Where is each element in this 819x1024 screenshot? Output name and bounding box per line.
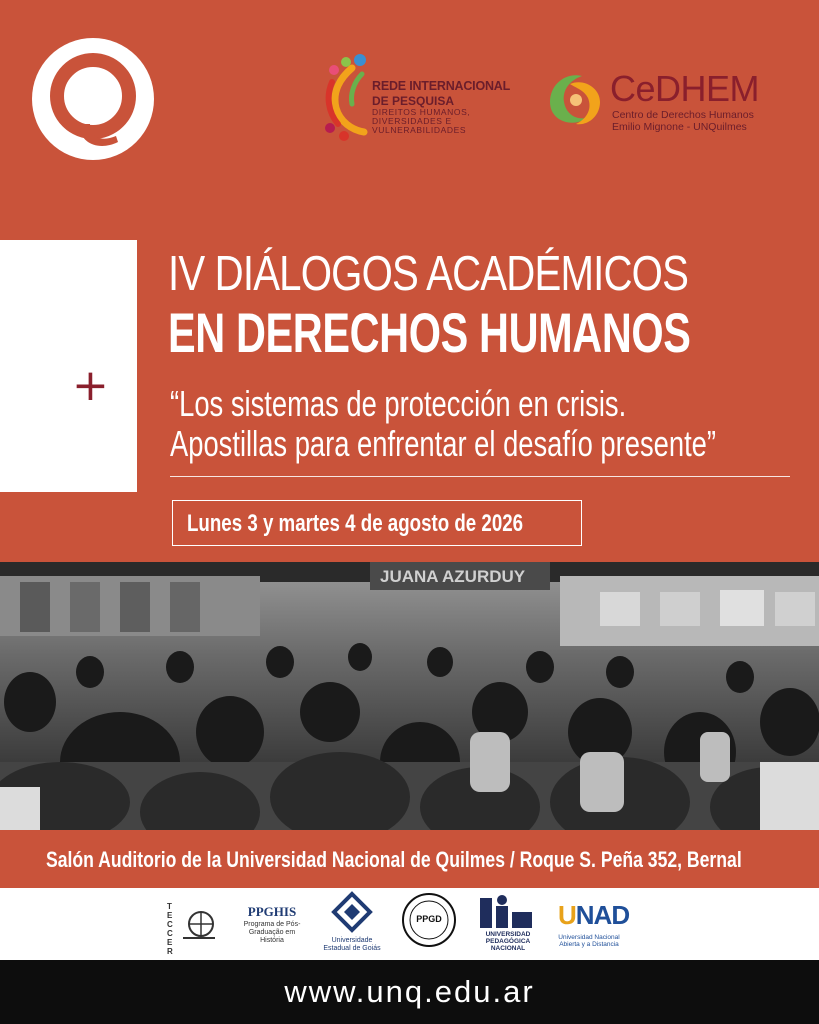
divider: [170, 476, 790, 477]
rede-title-line1: REDE INTERNACIONAL: [372, 79, 511, 93]
teccer-label: TECCER: [167, 902, 173, 956]
cedhem-subtitle-line1: Centro de Derechos Humanos: [612, 109, 754, 121]
event-title-line1: IV DIÁLOGOS ACADÉMICOS: [168, 247, 689, 301]
unad-u: U: [558, 900, 576, 930]
event-subtitle-line2: Apostillas para enfrentar el desafío presente”: [170, 423, 717, 464]
sponsors-bar: [0, 888, 819, 960]
venue-bar: [0, 830, 819, 888]
rede-title-line2: DE PESQUISA: [372, 94, 455, 108]
crowd-photo: [0, 562, 819, 830]
ueg-logo: [322, 888, 382, 960]
plus-icon: +: [72, 360, 109, 411]
event-date: Lunes 3 y martes 4 de agosto de 2026: [187, 510, 524, 537]
upn-logo: [472, 888, 544, 960]
cedhem-subtitle: [612, 109, 754, 133]
unq-q-logo: [32, 38, 154, 160]
cedhem-logo: [540, 64, 790, 144]
event-subtitle-line1: “Los sistemas de protección en crisis.: [170, 383, 627, 424]
cedhem-name: CeDHEM: [610, 68, 760, 109]
white-accent-block: [0, 240, 137, 492]
cedhem-subtitle-line2: Emilio Mignone - UNQuilmes: [612, 121, 747, 133]
unad-label: Universidad Nacional Abierta y a Distancia: [558, 934, 620, 948]
teccer-logo: [163, 888, 223, 960]
venue-text: Salón Auditorio de la Universidad Nacional de Quilmes / Roque S. Peña 352, Bernal: [46, 847, 742, 872]
ppghis-logo: [238, 888, 306, 960]
ueg-label: Universidade Estadual de Goiás: [323, 937, 381, 952]
rede-internacional-logo: [322, 52, 512, 144]
website-link[interactable]: www.unq.edu.ar: [284, 974, 535, 1009]
unad-mark: [558, 900, 629, 931]
event-title-line2: EN DERECHOS HUMANOS: [168, 301, 691, 364]
event-date-box: [172, 500, 582, 546]
banner-text: JUANA AZURDUY: [380, 567, 526, 586]
upn-label: UNIVERSIDAD PEDAGÓGICA NACIONAL: [485, 931, 531, 952]
ppghis-name: PPGHIS: [247, 904, 297, 919]
ppghis-sub: Programa de Pós-Graduação em História: [243, 921, 301, 944]
ppgd-logo: [398, 888, 460, 960]
ppgd-label: PPGD: [416, 914, 442, 924]
rede-subtitle: DIREITOS HUMANOS, DIVERSIDADES E VULNERABILIDADES: [372, 107, 471, 135]
footer: [0, 960, 819, 1024]
unad-rest: NAD: [575, 900, 630, 930]
unad-logo: [552, 888, 630, 960]
